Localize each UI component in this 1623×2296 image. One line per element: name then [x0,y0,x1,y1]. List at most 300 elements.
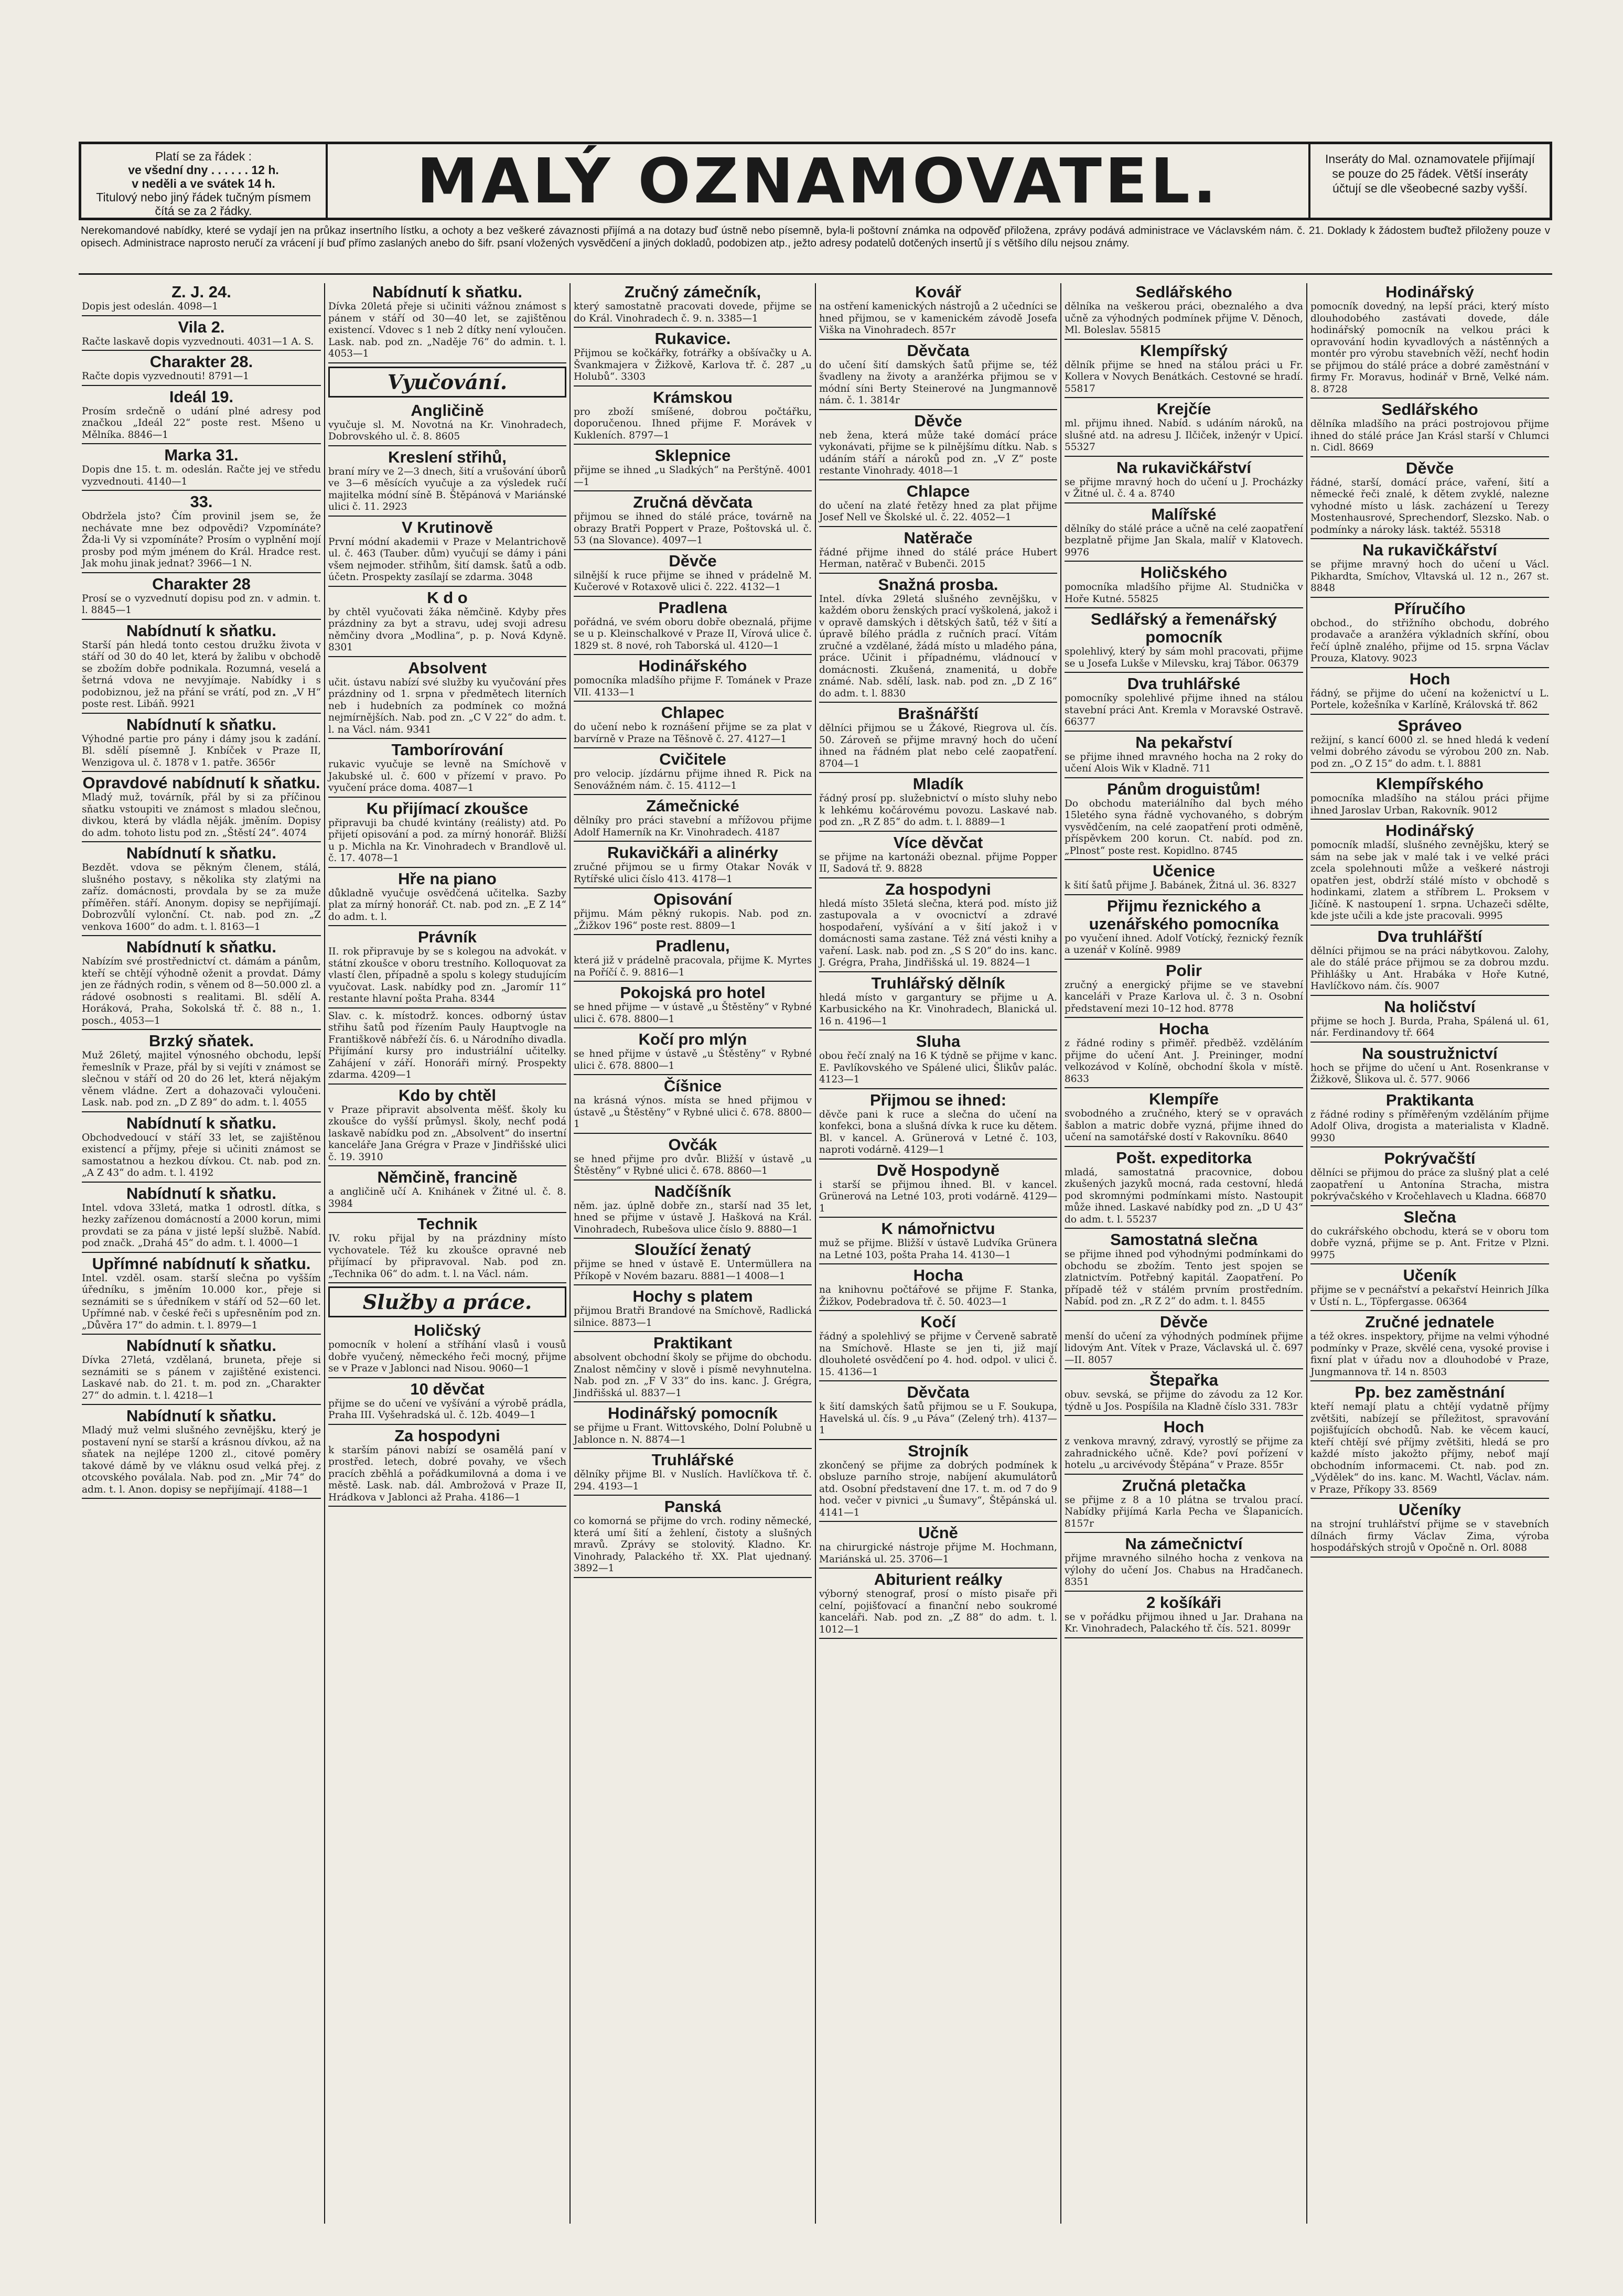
ad-heading: Krejčíe [1156,400,1211,418]
ad-heading: Kdo by chtěl [398,1086,496,1104]
ad-body: se přijme ihned pod výhodnými podmínkami do obchodu se zbožím. Tento jest spojen se zlatnictvím. Potřebný kapitál. Zaopatření. Po případě též v stálém prvním prostředním. Nabíd. pod zn. „R Z 2“ do adm. t. l. 8455 [1065,1249,1303,1307]
ad-body: Výhodné partie pro pány i dámy jsou k zadání. Bl. sdělí písemně J. Knbíček v Praze II, Wenzigova ul. č. 1878 v 1. patře. 3656r [82,733,321,768]
classified-ad [574,1241,812,1285]
ad-heading: Natěrače [904,528,973,547]
classified-ad [574,1183,812,1239]
ad-body: přijme se hoch J. Burda, Praha, Spálená ul. 61, nár. Ferdinandovy tř. 664 [1310,1015,1549,1038]
ad-body: se hned přijme v ústavě „u Štěstěny“ v Rybné ulici č. 678. 8800—1 [574,1048,812,1071]
ad-heading: Opisování [653,890,732,908]
ad-heading: Štepařka [1149,1371,1218,1389]
ad-body: k starším pánovi nabízí se osamělá paní v prostřed. letech, dobré povahy, ve všech pracích zběhlá a pořádkumilovná a doma i ve městě. Lask. nab. dál. Ambrožová v Praze II, Hrádkova v Jablonci až Praha. 4186—1 [328,1444,566,1503]
ad-heading: Brzký sňatek. [149,1032,254,1050]
ad-body: děvče pani k ruce a slečna do učení na konfekci, bona a slušná dívka k ruce ku dětem. Bl. v kancel. A. Grünerová v Letné č. 103, naproti vodárně. 4129—1 [819,1109,1057,1155]
classified-ad [574,890,812,935]
classified-ad [1310,717,1549,774]
classified-ad [328,1380,566,1425]
ad-body: dělníka na veškerou práci, obeznalého a dva učně za výhodných podmínek přijme V. Děnoch, Ml. Boleslav. 55815 [1065,301,1303,336]
ad-body: Mladý muž, továrník, přál by si za příčinou sňatku vstoupiti ve známost s mladou slečnou, divkou, která by vládla něják. jměním. Dopisy do adm. tohoto listu pod zn. „Štěstí 24“. 4074 [82,792,321,839]
ad-body: obchod., do střižního obchodu, dobrého prodavače a aranžéra výkladních skříní, obou řečí úplně znalého, přijme od 15. srpna Václav Prouza, Klatovy. 9023 [1310,617,1549,664]
ad-body: řádný a spolehlivý se přijme v Červeně sabratě na Smíchově. Hlaste se jen ti, již mají dlouholeté osvědčení po 4. hod. odpol. v ulici č. 15. 4136—1 [819,1331,1057,1378]
ad-heading: Zručná děvčata [633,493,753,511]
price-box [81,144,328,218]
ad-heading: Děvče [914,411,962,430]
ad-heading: Hodinářského [638,657,747,675]
classified-ad [1065,610,1303,673]
ad-body: učit. ústavu nabízí své služby ku vyučování přes prázdniny od 1. srpna v předmětech literních neb i hudebních za podmínek co možná nejmírnějších. Nab. pod zn. „C V 22“ do adm. t. l. na Václ. nám. 9341 [328,677,566,735]
classified-ad [328,589,566,657]
classified-ad [1310,283,1549,399]
ad-body: dělníky přijme Bl. v Nuslích. Havlíčkova tř. č. 294. 4193—1 [574,1469,812,1492]
ad-body: výborný stenograf, prosí o místo pisaře při celní, pojišťovací a finanční nebo soukromé kanceláři. Nab. pod zn. „Z 88“ do adm. t. l. 1012—1 [819,1589,1057,1635]
ad-body: zkončený se přijme za dobrých podmínek k obsluze parního stroje, nabíjení akumulátorů atd. Osobní představení dne 17. t. m. od 7 do 9 hod. večer v pivnici „u Šumavy“, Štěpánská ul. 4141—1 [819,1460,1057,1518]
ad-heading: Hře na piano [398,869,497,888]
price-line: Platí se za řádek : [155,149,252,163]
classified-ad [819,283,1057,340]
classified-ad [574,389,812,445]
classified-ad [1065,1477,1303,1533]
classified-ad [1065,1231,1303,1311]
ad-body: z řádné rodiny s přiměř. předběž. vzděláním přijme do učení Ant. J. Preininger, modní velkozávod v Kolíně, obchodní škola v místě. 8633 [1065,1038,1303,1085]
ad-heading: Nadčíšník [654,1182,732,1200]
classified-ad [819,881,1057,972]
ad-body: přijme se v pecnářství a pekařství Heinrich Jílka v Ústí n. L., Töpfergasse. 06364 [1310,1284,1549,1307]
classified-ad [574,1334,812,1402]
ad-body: přijme se do učení ve vyšívání a výrobě prádla, Praha III. Vyšehradská ul. č. 12b. 4049—1 [328,1398,566,1421]
ad-column [79,283,324,2224]
ad-body: Bezdět. vdova se pěkným členem, stálá, slušného postavy, s několika sty zlatými na zaříz. domácnosti, provdala by se za muže příměřen. stáří. Anonym. dopisy se nepřijímají. Dobrozvůlí vylonční. Ct. nab. pod zn. „Z venkova 1600“ do adm. t. l. 8163—1 [82,862,321,932]
ad-body: muž se přijme. Bližší v ústavě Ludvíka Grünera na Letné 103, pošta Praha 14. 4130—1 [819,1238,1057,1261]
classified-ad [819,1267,1057,1311]
ad-body: řádný prosí pp. služebnictví o místo sluhy nebo k lehkému kočárovému povozu. Laskavé nab. pod zn. „R Z 85“ do adm. t. l. 8889—1 [819,793,1057,828]
ad-body: pro velocip. jízdárnu přijme ihned R. Pick na Senovážném nám. č. 15. 4112—1 [574,768,812,791]
classified-ad [574,1498,812,1578]
ad-body: Intel. dívka 29letá slušného zevnějšku, v každém oboru ženských prací vyškolená, jakož i v opravě damských i dětských šatů, též v šití a úpravě bílého prádla z ručních prací. Vítám zručné a vzdělané, žádá místo u mladého pána, práce. Učinit i případnému, vládnoucí v domácnosti. Zkušená, znamenitá, u dobře známé. Nab. sdělí, lask. nab. pod zn. „D Z 16“ do adm. t. l. 8830 [819,593,1057,699]
ad-heading: K d o [427,588,468,607]
ad-heading: Opravdové nabídnutí k sňatku. [82,774,320,792]
ad-heading: Praktikanta [1385,1090,1474,1109]
ad-heading: Děvče [1405,458,1454,477]
classified-ad [819,482,1057,527]
ad-heading: Nabídnutí k sňatku. [126,1184,276,1203]
classified-ad [328,519,566,587]
ad-body: Intel. vdova 33letá, matka 1 odrostl. dítka, s hezky zařízenou domácností a 2000 korun, mimi provdati se za pána v jisté lepší službě. Nabíd. pod značk. „Drahá 45“ do adm. t. l. 4000—1 [82,1202,321,1249]
ad-body: se přijme u Frant. Wittovského, Dolní Polubně u Jablonce n. N. 8874—1 [574,1422,812,1445]
classified-ad [574,797,812,842]
ad-body: pomocníka mladšího na stálou práci přijme ihned Jaroslav Urban, Rakovník. 9012 [1310,793,1549,816]
newspaper-page [79,142,1552,2229]
classified-ad [82,774,321,842]
ad-heading: Rukavice. [654,329,731,348]
ad-body: přijme mravného silného hocha z venkova na výlohy do učení Jos. Chabus na Hradčanech. 8351 [1065,1553,1303,1587]
classified-ad [82,353,321,386]
ad-heading: Ku přijímací zkoušce [366,799,529,818]
ad-heading: Pošt. expeditorka [1116,1148,1252,1167]
classified-ad [1310,1045,1549,1089]
ad-body: dělník přijme se hned na stálou práci u Fr. Kollera v Novych Benátkách. Cestovné se hradí. 55817 [1065,359,1303,394]
ad-heading: Přijmu řeznického a uzenářského pomocníka [1089,896,1279,933]
classified-ad [82,1032,321,1112]
ad-heading: Klempíře [1149,1090,1219,1108]
ad-body: braní míry ve 2—3 dnech, šití a vrušování úborů ve 3—6 měsících vyučuje a za výsledek ručí majitelka módní síně B. Štěpánová v Mariánské ulici č. 11. 2923 [328,466,566,512]
ad-body: přijme se hned v ústavě E. Untermüllera na Příkopě v Novém bazaru. 8881—1 4008—1 [574,1259,812,1282]
ad-body: připravuji ba chudé kvintány (reálisty) atd. Po přijetí opisování a pod. za mírný honorář. Bližší u p. Michla na Kr. Vinohradech v Brandlově ul. č. 17. 4078—1 [328,817,566,864]
ad-body: Intel. vzděl. osam. starší slečna po vyšším úředníku, s jměním 10.000 kor., přeje si seznámiti se s úředníkem v stáří od 52—60 let. Upřímné nab. v české řeči s upřesněním pod zn. „Důvěra 17“ do admin. t. l. 8979—1 [82,1272,321,1331]
classified-ad [1310,670,1549,715]
ad-heading: Polir [1166,961,1202,980]
ad-heading: Na rukavičkářství [1362,541,1497,559]
classified-ad [328,800,566,868]
ad-heading: Dvě Hospodyně [876,1161,1000,1179]
ad-body: z řádné rodiny s příměřeným vzděláním přijme Adolf Oliva, drogista a materialista v Kladně. 9930 [1310,1109,1549,1144]
classified-ad [328,1322,566,1378]
insert-note: Inseráty do Mal. oznamovatele přijímají se pouze do 25 řádek. Větší inseráty účtují se dle všeobecné sazby vyšší. [1308,144,1550,218]
classified-ad [328,928,566,1008]
ad-body: se přijme mravný hoch do učení u Václ. Pikhardta, Smíchov, Vltavská ul. 12 n., 267 st. 8848 [1310,559,1549,594]
classified-ad [1065,1418,1303,1475]
ad-heading: Za hospodyni [885,879,991,898]
classified-ad [1065,459,1303,503]
ad-heading: Správeo [1398,716,1462,735]
ad-heading: Přijmou se ihned: [869,1090,1007,1109]
ad-heading: Chlapec [661,703,725,722]
ad-heading: Nabídnutí k sňatku. [126,1336,276,1355]
ad-heading: Angličině [411,401,484,420]
ad-body: První módní akademii v Praze v Melantrichově ul. č. 463 (Tauber. dům) vyučují se dámy i páni všem nejmoder. střihům, šití damsk. šatů a odb. účetn. Prospekty zasílají se zdarma. 3048 [328,536,566,583]
ad-heading: Klempířského [1375,775,1484,793]
ad-body: režijní, s kancí 6000 zl. se hned hledá k vedení velmi dobrého závodu se výrobou 200 zn. Nab. pod zn. „O Z 15“ do adm. t. l. 8881 [1310,734,1549,769]
classified-ad [819,1571,1057,1639]
ad-heading: Sedlářský a řemenářský pomocník [1090,610,1277,646]
ad-body: Račte laskavě dopis vyzvednouti. 4031—1 A. S. [82,336,314,347]
ad-body: který samostatně pracovati dovede, přijme se do Král. Vinohradech č. 9. n. 3385—1 [574,301,812,324]
ad-heading: Holičského [1140,563,1228,582]
ad-body: silnější k ruce přijme se ihned v prádelně M. Kučerové v Rotaxově ulici č. 222. 4132—1 [574,570,812,593]
classified-ad [82,1185,321,1253]
ad-heading: Hodinářský pomocník [608,1404,778,1422]
ad-body: se přijme ihned mravného hocha na 2 roky do učení Alois Wik v Kladně. 711 [1065,751,1303,774]
ad-heading: Strojník [908,1441,969,1460]
ad-heading: Nabídnutí k sňatku. [126,1407,276,1425]
classified-ad [819,412,1057,480]
ad-body: se hned přijme pro dvůr. Bližší v ústavě „u Štěstěny“ v Rybné ulici č. 678. 8860—1 [574,1153,812,1176]
ad-heading: Příručího [1394,599,1466,618]
ad-heading: Na zámečnictví [1125,1535,1243,1553]
ad-heading: Děvčata [907,341,970,360]
ad-heading: Charakter 28 [152,574,251,593]
ad-body: se v pořádku přijmou ihned u Jar. Drahana na Kr. Vinohradech, Palackého tř. čís. 521. 8099r [1065,1611,1303,1634]
intro-notice: Nerekomandové nabídky, které se vydají jen na průkaz insertního lístku, a ochoty a bez veškeré závaznosti přijímá a na dotazy buď ústně nebo písemně, byla-li poštovní známka na odpověď přiložena, zprávy podává administrace ve Václavském nám. č. 21. Doklady k žádostem buďtež přiloženy pouze v opisech. Administrace naprosto neručí za vrácení jí buď přímo zaslaných anebo do šifr. psaní vložených vysvědčení a jiných dokladů, podobizen atp., ježto adresy podatelů dotčených insertů jí s většího dílu nejsou známy. [79,224,1552,275]
classified-ad [819,1220,1057,1264]
classified-ad [328,741,566,798]
classified-ad [328,1011,566,1085]
classified-ad [574,1031,812,1075]
ad-body: přijmu. Mám pěkný rukopis. Nab. pod zn. „Žižkov 196“ poste rest. 8809—1 [574,908,812,931]
ad-heading: Ovčák [668,1135,717,1154]
ad-body: hoch se přijme do učení u Ant. Rosenkranse v Žižkově, Šlikova ul. č. 577. 9066 [1310,1062,1549,1085]
ad-body: Nabízím své prostřednictví ct. dámám a pánům, kteří se chtějí výhodně oženit a provdat. Dámy jen ze řádných rodin, s věnem od 8—50.000 zl. a rádové osobnosti s realitami. Bl. sdělí A. Horáková, Praha, Sokolská tř. č. 88 n., 1. posch., 4053—1 [82,956,321,1026]
classified-ad [328,448,566,517]
ad-heading: Nabídnutí k sňatku. [126,621,276,640]
classified-ad [1310,541,1549,598]
classified-ad [574,704,812,748]
ad-heading: Zručné jednatele [1365,1313,1495,1331]
ad-heading: Sloužící ženatý [634,1240,751,1259]
ad-body: hledá místo v gargantury se přijme u A. Karbusického na Kr. Vinohradech, Blanická ul. 16 n. 4196—1 [819,992,1057,1027]
ad-body: pomocník v holení a stříhání vlasů i vousů dobře vyučený, německého řeči mocný, přijme se v Praze v Jablonci nad Nisou. 9060—1 [328,1339,566,1374]
ad-heading: Nabídnutí k sňatku. [126,938,276,956]
ad-body: mladá, samostatná pracovnice, dobou zkušených jazyků mocná, rada cestovní, hledá pod skromnými podmínkami místo. Nastoupit může ihned. Laskavé nabídky pod zn. „D U 43“ do adm. t. l. 55237 [1065,1166,1303,1225]
ad-heading: 33. [190,492,213,511]
ad-body: Dopis dne 15. t. m. odeslán. Račte jej ve středu vyzvednouti. 4140—1 [82,464,321,487]
classified-ad [574,599,812,656]
ad-heading: 10 děvčat [410,1379,485,1398]
classified-ad [819,1162,1057,1218]
classified-ad [82,1255,321,1335]
classified-ad [328,870,566,927]
ad-heading: Truhlářský dělník [871,973,1005,992]
ad-body: IV. roku přijal by na prázdniny místo vychovatele. Též ku zkoušce opravné neb přijímací by připravoval. Nab. pod zn. „Technika 06“ do adm. t. l. na Václ. nám. [328,1233,566,1280]
classified-ad [328,283,566,363]
classified-ad [1065,283,1303,340]
ad-heading: Praktikant [653,1334,732,1352]
ad-heading: Holičský [414,1321,481,1339]
ad-body: pomocníky spolehlivé přijme ihned na stálou stavební práci Ant. Kremla v Moravské Ostravě. 66377 [1065,693,1303,727]
classified-ad [1065,1149,1303,1229]
ad-body: Obdržela jsto? Čím provinil jsem se, že nechávate mne bez odpovědi? Vzpomínáte? Žda-li Vy si vzpomínáte? Prosím o vyplnění mojí prosby pod mým jménem do Král. Hradce rest. Jak mohu jinak jednat? 3966—1 N. [82,511,321,569]
classified-ad [328,1215,566,1283]
ad-body: na chirurgické nástroje přijme M. Hochmann, Mariánská ul. 25. 3706—1 [819,1542,1057,1565]
ad-body: rukavic vyučuje se levně na Smíchově v Jakubské ul. č. 600 v přízemí v pravo. Po vyučení práce doma. 4087—1 [328,759,566,793]
ad-body: po vyučení ihned. Adolf Votícký, řeznický řezník a uzenář v Kolíně. 9989 [1065,932,1303,956]
ad-heading: Brašnářští [898,704,979,723]
ad-body: zručný a energický přijme se ve stavební kanceláři v Praze Karlova ul. č. 3 n. Osobní představení mezi 10–12 hod. 8778 [1065,979,1303,1014]
ad-body: řádné přijme ihned do stálé práce Hubert Herman, natěrač v Bubenči. 2015 [819,546,1057,570]
classified-ad [819,1524,1057,1569]
classified-ad [819,1383,1057,1440]
ad-heading: Kočí [920,1313,956,1331]
ad-body: se přijme z 8 a 10 plátna se trvalou prací. Nabídky přijímá Karla Pecha ve Šlapanicích. 8157r [1065,1494,1303,1529]
ad-body: řádné, starší, domácí práce, vaření, šití a německé řeči znalé, k dětem zvyklé, nalezne vyhodné místo u lásk. zacházení u Terezy Mostenhausrové, Sprechendorf, Slezsko. Nab. o podmínky a nároky lásk. taktéž. 55318 [1310,477,1549,535]
ad-body: pomocníka mladšího přijme Al. Studnička v Hoře Kutné. 55825 [1065,582,1303,605]
ad-body: Slav. c. k. místodrž. konces. odborný ústav střihu šatů pod řízením Pauly Hauptvogle na Františkově nábřeží čís. 6. u Národního divadla. Přijímání kursy pro industriální učitelky. Zahájení v září. Honoráři mírný. Prospekty zdarma. 4209—1 [328,1010,566,1080]
classified-ad [1310,928,1549,996]
classified-ad [1310,775,1549,820]
ad-body: Přijmou se kočkářky, fotrářky a obšívačky u A. Švankmajera v Žižkově, Karlova tř. č. 287 „u Holubů“. 3303 [574,348,812,382]
ad-columns [79,283,1552,2224]
classified-ad [1065,1594,1303,1638]
ad-body: do učení šití damských šatů přijme se, též švadleny na životy a aranžérka přijmou se v módní síni Berty Steinerové na Jungmannově nám. č. 1. 3814r [819,359,1057,406]
ad-heading: Sklepnice [654,446,731,465]
ad-heading: Děvče [1159,1312,1208,1331]
ad-body: pomocníka mladšího přijme F. Tománek v Praze VII. 4133—1 [574,675,812,698]
classified-ad [82,1337,321,1405]
classified-ad [1065,1090,1303,1147]
ad-column [324,283,569,2224]
ad-heading: Číšnice [663,1077,722,1095]
ad-body: z venkova mravný, zdravý, vyrostlý se přijme za zahradnického učně. Kde? poví pořízení v hotelu „u arcivévody Štěpána“ v Praze. 855r [1065,1436,1303,1471]
ad-heading: Zručná pletačka [1122,1476,1246,1495]
classified-ad [574,1404,812,1449]
ad-heading: 2 košíkáři [1146,1593,1222,1612]
ad-body: svobodného a zručného, který se v opravách šablon a matric dobře vyzná, přijme ihned do učení na samotářské dostí v Rakovníku. 8640 [1065,1108,1303,1143]
classified-ad [1065,862,1303,895]
classified-ad [1065,675,1303,732]
classified-ad [819,1091,1057,1160]
ad-body: dělníky do stálé práce a učně na celé zaopatření bezplatně přijme Jan Skala, malíř v Klatovech. 9976 [1065,523,1303,558]
classified-ad [328,1087,566,1167]
ad-heading: Němčině, francině [377,1168,518,1186]
ad-body: na krásná výnos. místa se hned přijmou v ústavě „u Štěstěny“ v Rybné ulici č. 678. 8800—1 [574,1095,812,1130]
ad-body: co komorná se přijme do vrch. rodiny německé, která umí šití a žehlení, čistoty a slušných mravů. Zprávy se stolovitý. Kladno. Kr. Vinohrady, Palackého tř. XX. Plat ujednaný. 3892—1 [574,1516,812,1574]
ad-heading: Pokrývačští [1384,1149,1476,1167]
classified-ad [1065,780,1303,861]
ad-heading: Pp. bez zaměstnání [1355,1383,1505,1401]
ad-body: Do obchodu materiálního dal bych mého 15letého syna řádně vychovaného, s dobrým vysvědčením, na celé zaopatření proti odměně, příspěvkem 200 korun. Ct. nabíd. pod zn. „Plnost“ poste rest. Kopidlno. 8745 [1065,798,1303,856]
classified-ad [1065,1371,1303,1416]
ad-body: něm. jaz. úplně dobře zn., starší nad 35 let, hned se přijme v ústavě J. Hašková na Král. Vinohradech, Rubešova ulice číslo 9. 8880—1 [574,1200,812,1235]
ad-heading: Vila 2. [178,317,225,336]
ad-heading: Abiturient reálky [874,1570,1003,1589]
ad-body: Dívka 20letá přeje si učiniti vážnou známost s pánem v stáří od 30—40 let, se zajištěnou existencí. Vdovec s 1 neb 2 dítky není vyloučen. Lask. nab. pod zn. „Naděje 76“ do admin. t. l. 4053—1 [328,301,566,359]
ad-heading: Pradlena [658,598,727,617]
ad-body: na ostření kamenických nástrojů a 2 učedníci se hned přijmou, se v kamenickém závodě Josefa Viška na Vinohradech. 857r [819,301,1057,336]
ad-heading: Učeníky [1399,1500,1461,1519]
ad-body: dělníci přijmou se na práci nábytkovou. Zalohy, ale do stálé práce přijmou se za dobrou mzdu. Přihlášky u Ant. Hrabáka v Hoře Kutné, Havlíčkovo nám. čís. 9007 [1310,945,1549,992]
ad-body: na knihovnu počtářové se přijme F. Stanka, Žižkov, Podebradova tř. č. 50. 4023—1 [819,1284,1057,1307]
classified-ad [1310,822,1549,926]
ad-heading: Kovář [915,283,961,301]
ad-heading: Nabídnutí k sňatku. [126,844,276,862]
ad-heading: Hoch [1163,1418,1205,1436]
ad-heading: Kočí pro mlýn [638,1030,747,1048]
classified-ad [1310,1313,1549,1381]
classified-ad [328,659,566,739]
classified-ad [82,622,321,714]
ad-body: do cukrářského obchodu, která se v oboru tom dobře vyzná, přijme se p. Ant. Fritze v Plzni. 9975 [1310,1226,1549,1261]
ad-body: Muž 26letý, majitel výnosného obchodu, lepší řemeslník v Praze, přál by si vejíti v známost se slečnou v stáří od 20 do 26 let, která nějakým věnem vládne. Zert a dohazovači vyloučeni. Lask. nab. pod zn. „D Z 89“ do adm. t. l. 4055 [82,1050,321,1108]
ad-body: i starší se přijmou ihned. Bl. v kancel. Grünerová na Letné 103, proti vodárně. 4129—1 [819,1179,1057,1214]
ad-body: přijme se ihned „u Sladkých“ na Perštýně. 4001—1 [574,465,812,488]
classified-ad [1310,1091,1549,1148]
classified-ad [1065,1020,1303,1088]
classified-ad [574,493,812,550]
ad-body: která již v prádelně pracovala, přijme K. Myrtes na Poříčí č. 9. 8816—1 [574,955,812,978]
ad-heading: Hodinářský [1385,821,1474,840]
masthead [79,142,1552,220]
ad-body: ml. přijmu ihned. Nabíd. s udáním nároků, na slušné atd. na adresu J. Ilčiček, inženýr v Upicí. 55327 [1065,418,1303,453]
ad-heading: V Krutinově [402,518,493,537]
ad-heading: Mladík [912,775,964,793]
ad-heading: Hocha [1159,1020,1209,1038]
ad-column [1306,283,1552,2224]
classified-ad [819,1313,1057,1381]
classified-ad [574,1451,812,1496]
classified-ad [1065,962,1303,1018]
classified-ad [1065,897,1303,960]
ad-body: obuv. sevská, se přijme do závodu za 12 Kor. týdně u Jos. Pospíšila na Kladně číslo 331. 783r [1065,1389,1303,1412]
classified-ad [82,283,321,316]
ad-heading: Pokojská pro hotel [620,983,766,1002]
ad-body: dělníci se přijmou do práce za slušný plat a celé zaopatření u Antonína Stracha, mistra pokrývačského v Kročehlavech u Kladna. 66870 [1310,1167,1549,1202]
classified-ad [82,716,321,773]
classified-ad [82,446,321,491]
classified-ad [819,342,1057,410]
ad-body: neb žena, která může také domácí práce vykonávati, přijme se k pilnějšímu dítku. Nab. s udáním stáří a nároků pod zn. „V Z“ poste restante Vinohrady. 4018—1 [819,430,1057,476]
classified-ad [1310,998,1549,1043]
section-heading: Vyučování. [328,367,566,398]
ad-body: přijmou Bratři Brandové na Smíchově, Radlická silnice. 8873—1 [574,1305,812,1328]
ad-heading: Ideál 19. [169,387,234,406]
classified-ad [328,1168,566,1213]
classified-ad [574,552,812,597]
classified-ad [574,1136,812,1181]
classified-ad [574,330,812,387]
ad-heading: Technik [417,1215,478,1233]
ad-heading: Děvče [669,551,717,570]
ad-heading: Tamborírování [391,741,503,759]
ad-body: Dívka 27letá, vzdělaná, bruneta, přeje si seznámiti se s pánem v zajištěné existenci. Laskavé nab. do 21. t. m. pod zn. „Charakter 27“ do admin. t. l. 4218—1 [82,1355,321,1401]
ad-body: Mladý muž velmi slušného zevnějšku, který je postavení nyní se starší a krásnou dívkou, až na sňatek na nejlépe 1200 zl., citové poměry takové dámě by ve vláknu osud velká přej. z otcovského poválala. Nab. pod zn. „Mir 74“ do adm. t. l. Anon. dopisy se nepřijímají. 4188—1 [82,1425,321,1495]
classified-ad [82,1407,321,1499]
classified-ad [574,937,812,982]
classified-ad [574,283,812,328]
classified-ad [1310,1208,1549,1265]
classified-ad [574,1288,812,1332]
classified-ad [819,775,1057,832]
classified-ad [82,493,321,573]
classified-ad [1310,600,1549,668]
classified-ad [1310,459,1549,540]
ad-body: do učení na zlaté řetězy hned za plat přijme Josef Nell ve Školské ul. č. 22. 4052—1 [819,500,1057,523]
ad-body: do učení nebo k roznášení přijme se za plat v barvírně v Praze na Těšnově č. 27. 4127—1 [574,722,812,745]
ad-body: absolvent obchodní školy se přijme do obchodu. Znalost němčiny v slově i písmě nevyhnutelna. Nab. pod zn. „F V 33“ do ins. kanc. J. Grégra, Jindřišská ul. 8837—1 [574,1352,812,1399]
classified-ad [1065,734,1303,778]
classified-ad [819,1442,1057,1522]
classified-ad [574,657,812,702]
classified-ad [1310,1501,1549,1558]
ad-heading: Klempířský [1140,341,1228,360]
ad-body: pomocník dovedný, na lepší práci, který místo dlouhodobého zastávati dovede, dále hodinářský pomocník na velkou práci k opravování hodin kyvadlových a nástěnných a montér pro výrobu stavebních věží, nechť hodin se přijmou do stálé práce a dobré zaměstnání v firmy Fr. Moravus, hodinář v Brně, Velké nám. 8. 8728 [1310,301,1549,395]
ad-body: Dopis jest odeslán. 4098—1 [82,301,218,312]
section-heading: Služby a práce. [328,1286,566,1317]
ad-heading: Právník [417,928,477,946]
ad-heading: Sluha [916,1032,961,1050]
ad-body: kteří nemají platu a chtějí vydatně příjmy zvětšiti, nabízejí se příležitost, spravování pojišťujících obchodů. Nab. ke věcem kaucí, kteří chtějí své příjmy zvětšiti, hledá se pro každé místo jakožto příjmy, neboť mají obchodním informacemi. Ct. nab. pod zn. „Výdělek“ do ins. kanc. M. Wachtl, Václav. nám. v Praze, Příkopy 33. 8569 [1310,1401,1549,1495]
ad-heading: Panská [664,1497,722,1516]
ad-body: Obchodvedoucí v stáří 33 let, se zajištěnou existencí a příjmy, přeje si učiniti známost se samostatnou a hezkou dívkou. Ct. nab. pod zn. „A Z 43“ do adm. t. l. 4192 [82,1132,321,1178]
classified-ad [574,984,812,1028]
ad-body: Prosím srdečně o udání plné adresy pod značkou „Ideál 22“ poste rest. Mšeno u Mělníka. 8846—1 [82,405,321,441]
ad-body: pořádná, ve svém oboru dobře obeznalá, přijme se u p. Kleinschalkové v Praze II, Vírová ulice č. 1829 st. 8 nové, roh Taborská ul. 4120—1 [574,616,812,651]
ad-body: obou řečí znalý na 16 K týdně se přijme v kanc. E. Pavlíkovského ve Spálené ulici, Šlikův palác. 4123—1 [819,1050,1057,1085]
ad-body: a angličině učí A. Knihánek v Žitné ul. č. 8. 3984 [328,1186,566,1209]
classified-ad [574,447,812,491]
ad-body: a též okres. inspektory, přijme na velmi výhodné podmínky v Praze, skvělé cena, vysoké provise i fixní plat v úřadu nov a dlouhodobé v Praze, Jungmannova tř. 14 n. 8503 [1310,1331,1549,1378]
classified-ad [574,1077,812,1134]
classified-ad [1310,401,1549,457]
ad-heading: Dva truhlářští [1377,927,1482,946]
ad-body: zručné přijmou se u firmy Otakar Novák v Rytířské ulici číslo 413. 4178—1 [574,862,812,885]
ad-heading: Z. J. 24. [171,283,231,301]
ad-heading: K námořnictvu [881,1219,995,1238]
classified-ad [819,576,1057,703]
classified-ad [1310,1383,1549,1499]
classified-ad [1065,400,1303,457]
ad-body: spolehlivý, který by sám mohl pracovati, přijme se u Josefa Lukše v Milevsku, kraj Tábor. 06379 [1065,646,1303,669]
ad-heading: Nabídnutí k sňatku. [372,283,522,301]
ad-heading: Dva truhlářské [1127,674,1241,693]
ad-column [1060,283,1306,2224]
